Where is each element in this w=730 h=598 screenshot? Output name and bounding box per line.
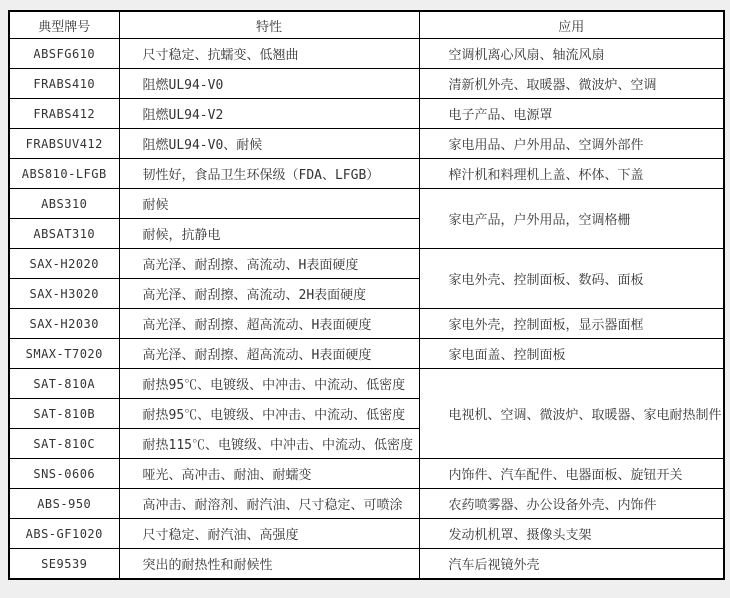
features-cell: 高光泽、耐刮擦、高流动、H表面硬度 [119, 249, 419, 279]
grade-cell: FRABS412 [9, 99, 119, 129]
table-row [9, 249, 724, 279]
application-cell: 农药喷雾器、办公设备外壳、内饰件 [419, 489, 724, 519]
features-cell: 高光泽、耐刮擦、超高流动、H表面硬度 [119, 309, 419, 339]
table-row [9, 69, 724, 99]
header-features: 特性 [119, 11, 419, 39]
table-row [9, 489, 724, 519]
grade-cell: SNS-0606 [9, 459, 119, 489]
grade-cell: ABSFG610 [9, 39, 119, 69]
features-cell: 尺寸稳定、抗蠕变、低翘曲 [119, 39, 419, 69]
features-cell: 尺寸稳定、耐汽油、高强度 [119, 519, 419, 549]
features-cell: 耐候 [119, 189, 419, 219]
features-cell: 耐热95℃、电镀级、中冲击、中流动、低密度 [119, 399, 419, 429]
features-cell: 韧性好，食品卫生环保级（FDA、LFGB） [119, 159, 419, 189]
application-cell: 家电外壳，控制面板，显示器面框 [419, 309, 724, 339]
grade-cell: SAT-810A [9, 369, 119, 399]
grade-cell: FRABS410 [9, 69, 119, 99]
grade-cell: ABS810-LFGB [9, 159, 119, 189]
table-row [9, 459, 724, 489]
application-cell-merged: 电视机、空调、微波炉、取暖器、家电耐热制件 [419, 369, 724, 459]
table-row [9, 519, 724, 549]
grade-cell: SAX-H2020 [9, 249, 119, 279]
application-cell: 家电面盖、控制面板 [419, 339, 724, 369]
features-cell: 阻燃UL94-V0、耐候 [119, 129, 419, 159]
header-row [9, 11, 724, 39]
materials-table [8, 10, 725, 580]
table-row [9, 39, 724, 69]
features-cell: 耐热95℃、电镀级、中冲击、中流动、低密度 [119, 369, 419, 399]
grade-cell: SAT-810B [9, 399, 119, 429]
table-row [9, 339, 724, 369]
application-cell: 发动机机罩、摄像头支架 [419, 519, 724, 549]
application-cell: 电子产品、电源罩 [419, 99, 724, 129]
table-row [9, 309, 724, 339]
grade-cell: ABSAT310 [9, 219, 119, 249]
application-cell: 空调机离心风扇、轴流风扇 [419, 39, 724, 69]
application-cell: 汽车后视镜外壳 [419, 549, 724, 580]
grade-cell: SAT-810C [9, 429, 119, 459]
table-row [9, 369, 724, 399]
table-row [9, 189, 724, 219]
application-cell: 清新机外壳、取暖器、微波炉、空调 [419, 69, 724, 99]
application-cell: 家电用品、户外用品、空调外部件 [419, 129, 724, 159]
features-cell: 阻燃UL94-V0 [119, 69, 419, 99]
grade-cell: ABS-GF1020 [9, 519, 119, 549]
grade-cell: ABS-950 [9, 489, 119, 519]
table-row [9, 159, 724, 189]
grade-cell: SMAX-T7020 [9, 339, 119, 369]
features-cell: 高光泽、耐刮擦、高流动、2H表面硬度 [119, 279, 419, 309]
application-cell: 内饰件、汽车配件、电器面板、旋钮开关 [419, 459, 724, 489]
features-cell: 高冲击、耐溶剂、耐汽油、尺寸稳定、可喷涂 [119, 489, 419, 519]
application-cell: 榨汁机和料理机上盖、杯体、下盖 [419, 159, 724, 189]
features-cell: 阻燃UL94-V2 [119, 99, 419, 129]
table-row [9, 549, 724, 580]
grade-cell: SAX-H2030 [9, 309, 119, 339]
features-cell: 耐热115℃、电镀级、中冲击、中流动、低密度 [119, 429, 419, 459]
table-row [9, 99, 724, 129]
table-row [9, 129, 724, 159]
application-cell-merged: 家电产品，户外用品，空调格栅 [419, 189, 724, 249]
header-grade: 典型牌号 [9, 11, 119, 39]
application-cell-merged: 家电外壳、控制面板、数码、面板 [419, 249, 724, 309]
features-cell: 耐候，抗静电 [119, 219, 419, 249]
features-cell: 哑光、高冲击、耐油、耐蠕变 [119, 459, 419, 489]
grade-cell: SE9539 [9, 549, 119, 580]
grade-cell: ABS310 [9, 189, 119, 219]
grade-cell: SAX-H3020 [9, 279, 119, 309]
features-cell: 突出的耐热性和耐候性 [119, 549, 419, 580]
grade-cell: FRABSUV412 [9, 129, 119, 159]
header-application: 应用 [419, 11, 724, 39]
features-cell: 高光泽、耐刮擦、超高流动、H表面硬度 [119, 339, 419, 369]
